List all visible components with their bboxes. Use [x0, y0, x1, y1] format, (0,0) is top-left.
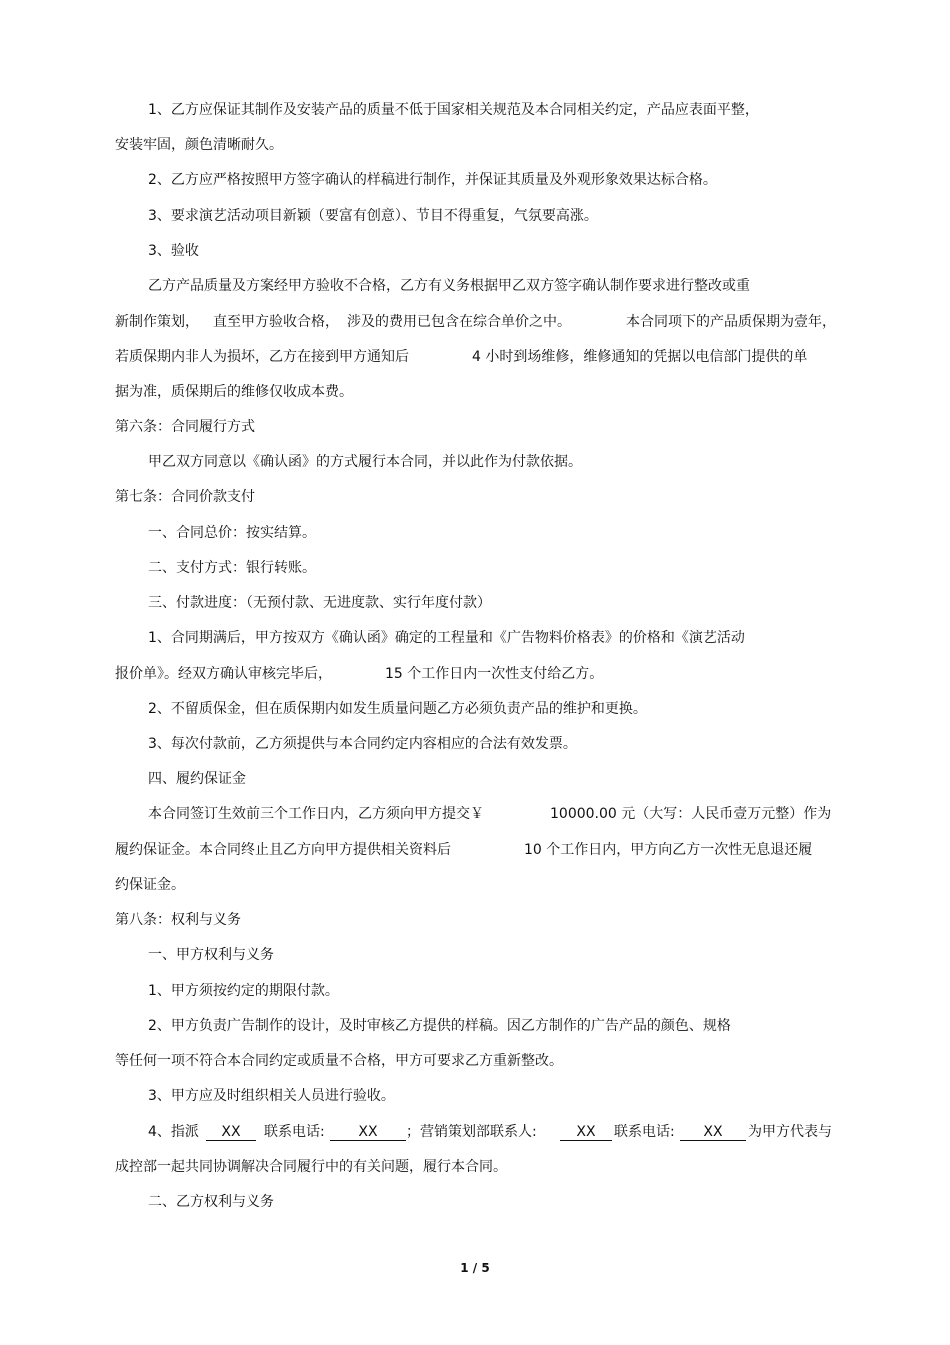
a8-party-a-3: 3、甲方应及时组织相关人员进行验收。: [148, 1088, 395, 1104]
para-4c-part1: 若质保期内非人为损坏，乙方在接到甲方通知后: [115, 349, 409, 365]
a7-bond-c: 约保证金。: [115, 877, 185, 893]
heading-acceptance: 3、验收: [148, 243, 199, 259]
para-4c-part2: 4 小时到场维修，维修通知的凭据以电信部门提供的单: [472, 349, 808, 365]
a8-party-a-2a: 2、甲方负责广告制作的设计，及时审核乙方提供的样稿。因乙方制作的广告产品的颜色、规格: [148, 1018, 731, 1034]
article-6-heading: 第六条：合同履行方式: [115, 419, 255, 435]
a8-party-a-4b: 成控部一起共同协调解决合同履行中的有关问题，履行本合同。: [115, 1159, 507, 1175]
para-2: 2、乙方应严格按照甲方签字确认的样稿进行制作，并保证其质量及外观形象效果达标合格。: [148, 172, 717, 188]
a7-payment-method: 二、支付方式：银行转账。: [148, 560, 316, 576]
a7-schedule-2: 2、不留质保金，但在质保期内如发生质量问题乙方必须负责产品的维护和更换。: [148, 701, 647, 717]
a7-total-price: 一、合同总价：按实结算。: [148, 525, 316, 541]
a7-bond-a-part2: 10000.00 元（大写：人民币壹万元整）作为: [550, 806, 832, 822]
blank-representative: XX: [206, 1124, 256, 1141]
blank-phone-1: XX: [330, 1124, 406, 1141]
para-4b-part1: 新制作策划，: [115, 314, 199, 330]
a8-party-a-heading: 一、甲方权利与义务: [148, 947, 274, 963]
article-7-heading: 第七条：合同价款支付: [115, 489, 255, 505]
a7-bond-b-part2: 10 个工作日内，甲方向乙方一次性无息退还履: [524, 842, 813, 858]
para-4b-part4: 本合同项下的产品质保期为壹年，: [626, 314, 836, 330]
a8-party-a-4-suffix: 为甲方代表与: [748, 1124, 832, 1140]
para-3: 3、要求演艺活动项目新颖（要富有创意）、节目不得重复，气氛要高涨。: [148, 208, 598, 224]
a7-schedule-3: 3、每次付款前，乙方须提供与本合同约定内容相应的合法有效发票。: [148, 736, 577, 752]
blank-marketing-contact: XX: [560, 1124, 612, 1141]
a8-phone-label-1: 联系电话:: [264, 1124, 325, 1140]
a8-fill-representative: [206, 1123, 256, 1141]
a7-schedule-1b-part1: 报价单》。经双方确认审核完毕后，: [115, 666, 332, 682]
para-1a: 1、乙方应保证其制作及安装产品的质量不低于国家相关规范及本合同相关约定，产品应表面平整，: [148, 102, 759, 118]
para-4b-part2: 直至甲方验收合格，: [213, 314, 339, 330]
para-4b-part3: 涉及的费用已包含在综合单价之中。: [347, 314, 571, 330]
a7-payment-schedule: 三、付款进度：（无预付款、无进度款、实行年度付款）: [148, 595, 491, 611]
a7-schedule-1a: 1、合同期满后，甲方按双方《确认函》确定的工程量和《广告物料价格表》的价格和《演艺活动: [148, 630, 745, 646]
a8-party-a-1: 1、甲方须按约定的期限付款。: [148, 983, 339, 999]
a7-bond-a-part1: 本合同签订生效前三个工作日内，乙方须向甲方提交￥: [148, 806, 484, 822]
article-6-para: 甲乙双方同意以《确认函》的方式履行本合同，并以此作为付款依据。: [148, 454, 582, 470]
a7-performance-bond-heading: 四、履约保证金: [148, 771, 246, 787]
para-4d: 据为准，质保期后的维修仅收成本费。: [115, 384, 353, 400]
article-8-heading: 第八条：权利与义务: [115, 912, 241, 928]
page-number: 1 / 5: [460, 1261, 490, 1275]
blank-phone-2: XX: [680, 1124, 746, 1141]
a8-phone-label-2: 联系电话:: [614, 1124, 675, 1140]
a8-fill-phone-1: [330, 1123, 406, 1141]
a8-party-b-heading: 二、乙方权利与义务: [148, 1194, 274, 1210]
a8-marketing-contact-label: ；营销策划部联系人:: [406, 1124, 537, 1140]
a8-party-a-2b: 等任何一项不符合本合同约定或质量不合格，甲方可要求乙方重新整改。: [115, 1053, 563, 1069]
a7-schedule-1b-part2: 15 个工作日内一次性支付给乙方。: [385, 666, 604, 682]
a8-party-a-4-prefix: 4、指派: [148, 1124, 199, 1140]
a8-fill-phone-2: [680, 1123, 746, 1141]
para-1b: 安装牢固，颜色清晰耐久。: [115, 137, 283, 153]
para-4a: 乙方产品质量及方案经甲方验收不合格，乙方有义务根据甲乙双方签字确认制作要求进行整改或重: [148, 278, 750, 294]
a7-bond-b-part1: 履约保证金。本合同终止且乙方向甲方提供相关资料后: [115, 842, 451, 858]
a8-fill-marketing-contact: [560, 1123, 612, 1141]
